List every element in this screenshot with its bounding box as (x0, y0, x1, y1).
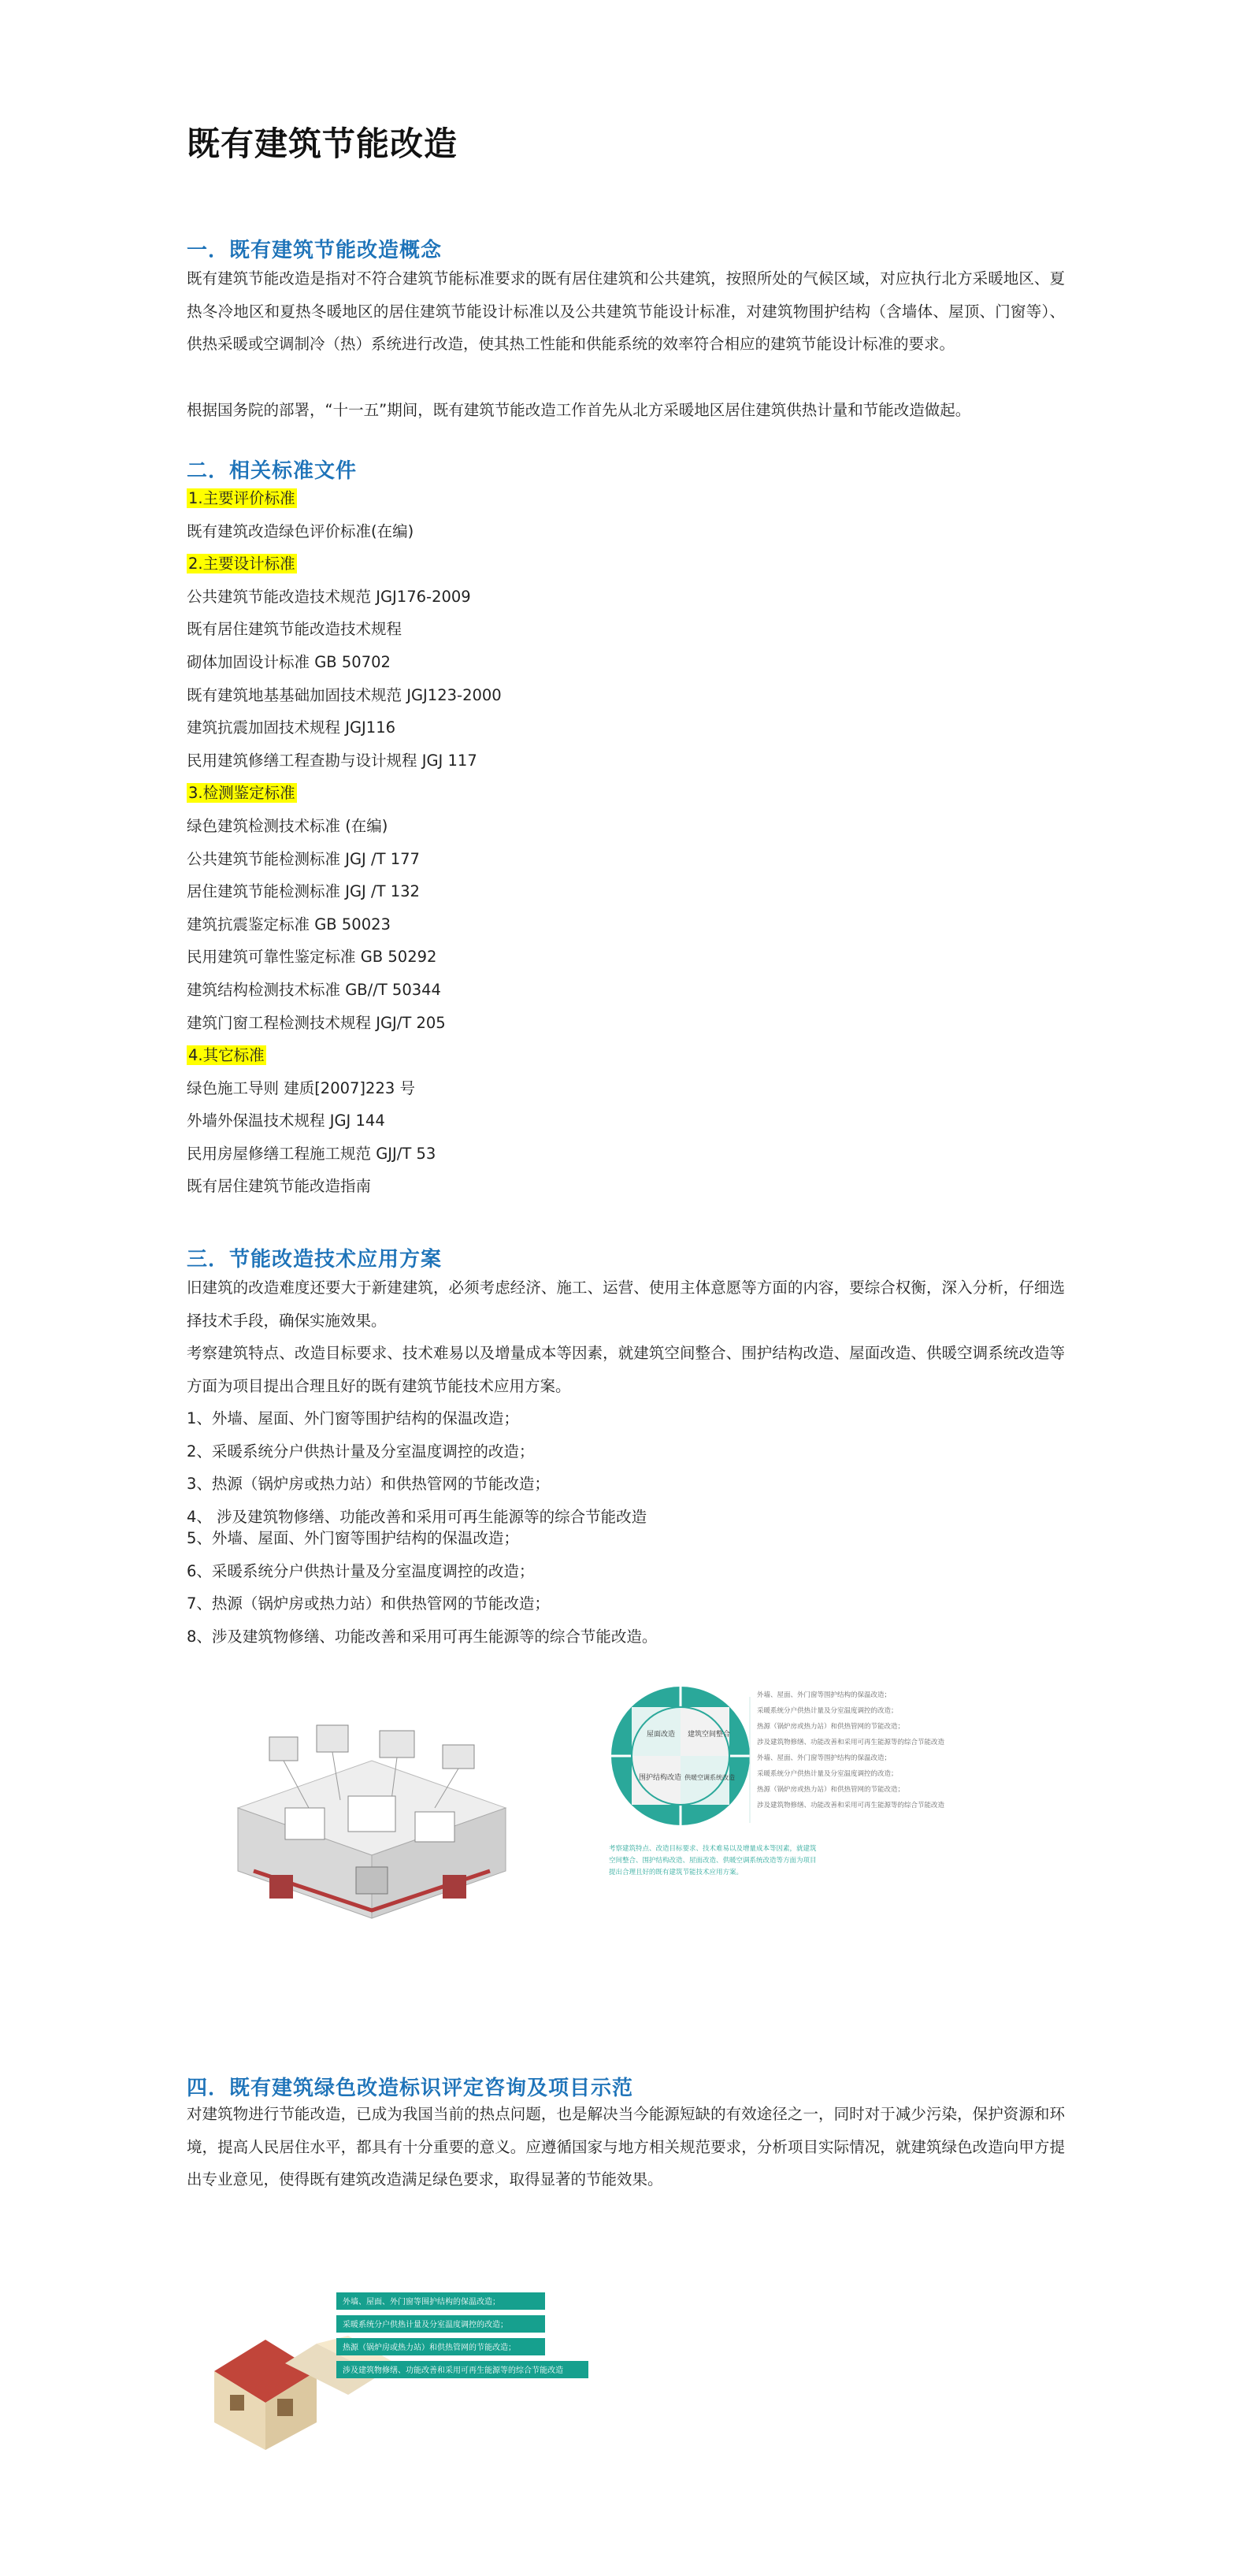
ring-right-line: 外墙、屋面、外门窗等围护结构的保温改造； (757, 1754, 892, 1762)
retrofit-ring-diagram (606, 1681, 968, 1886)
standards-item: 砌体加固设计标准 GB 50702 (187, 652, 391, 671)
standards-group-label: 2.主要设计标准 (188, 555, 295, 573)
section-4-heading: 四．既有建筑绿色改造标识评定咨询及项目示范 (187, 2077, 634, 2100)
retrofit-list-a (187, 1402, 647, 1533)
building-system-illustration (222, 1713, 521, 1926)
standards-list (187, 482, 502, 1203)
standards-group-label: 3.检测鉴定标准 (188, 784, 295, 803)
list-item: 6、采暖系统分户供热计量及分室温度调控的改造； (187, 1561, 535, 1580)
standards-item: 既有建筑地基基础加固技术规范 JGJ123-2000 (187, 685, 502, 704)
standards-item: 既有居住建筑节能改造技术规程 (187, 620, 402, 639)
standards-item: 绿色建筑检测技术标准 (在编) (187, 816, 388, 835)
house-bar-label: 外墙、屋面、外门窗等围护结构的保温改造； (343, 2298, 500, 2307)
section-1-heading: 一．既有建筑节能改造概念 (187, 239, 443, 262)
standards-group-label: 1.主要评价标准 (188, 489, 295, 507)
ring-right-line: 外墙、屋面、外门窗等围护结构的保温改造； (757, 1691, 892, 1699)
standards-item: 既有建筑改造绿色评价标准(在编) (187, 522, 414, 540)
section-2-heading: 二．相关标准文件 (187, 459, 358, 483)
standards-group-label: 4.其它标准 (188, 1046, 265, 1065)
section-1-paragraph-1: 既有建筑节能改造是指对不符合建筑节能标准要求的既有居住建筑和公共建筑，按照所处的气候区域，对应执行北方采暖地区、夏热冬冷地区和夏热冬暖地区的居住建筑节能设计标准以及公共建筑节能设计标准，对建筑物围护结构（含墙体、屋顶、门窗等）、供热采暖或空调制冷（热）系统进行改造，使其热工性能和供能系统的效率符合相应的建筑节能设计标准的要求。 (187, 269, 1065, 354)
ring-caption-line: 考察建筑特点、改造目标要求、技术难易以及增量成本等因素，就建筑 (609, 1845, 817, 1853)
section-3-paragraph-2: 考察建筑特点、改造目标要求、技术难易以及增量成本等因素，就建筑空间整合、围护结构改造、屋面改造、供暖空调系统改造等方面为项目提出合理且好的既有建筑节能技术应用方案。 (187, 1344, 1065, 1395)
ring-segment-label: 供暖空调系统改造 (684, 1774, 735, 1781)
standards-item: 民用建筑可靠性鉴定标准 GB 50292 (187, 948, 437, 967)
standards-item: 民用房屋修缮工程施工规范 GJJ/T 53 (187, 1144, 436, 1163)
ring-segment-label: 屋面改造 (647, 1731, 676, 1739)
ring-right-line: 采暖系统分户供热计量及分室温度调控的改造； (757, 1707, 898, 1715)
section-1-paragraph-2: 根据国务院的部署，“十一五”期间，既有建筑节能改造工作首先从北方采暖地区居住建筑供热计量和节能改造做起。 (187, 401, 971, 419)
list-item: 4、 涉及建筑物修缮、功能改善和采用可再生能源等的综合节能改造 (187, 1507, 647, 1526)
standards-item: 建筑抗震加固技术规程 JGJ116 (187, 718, 396, 737)
house-bar-label: 采暖系统分户供热计量及分室温度调控的改造； (343, 2321, 508, 2329)
ring-caption-line: 空间整合、围护结构改造、屋面改造、供暖空调系统改造等方面为项目 (609, 1857, 817, 1865)
list-item: 1、外墙、屋面、外门窗等围护结构的保温改造； (187, 1409, 519, 1427)
standards-item: 建筑门窗工程检测技术规程 JGJ/T 205 (187, 1013, 446, 1032)
standards-item: 绿色施工导则 建质[2007]223 号 (187, 1078, 415, 1097)
section-4-paragraph: 对建筑物进行节能改造，已成为我国当前的热点问题，也是解决当今能源短缺的有效途径之一，同时对于减少污染，保护资源和环境，提高人民居住水平，都具有十分重要的意义。应遵循国家与地方相关规范要求，分析项目实际情况，就建筑绿色改造向甲方提出专业意见，使得既有建筑改造满足绿色要求，取得显著的节能效果。 (187, 2105, 1065, 2189)
ring-caption-line: 提出合理且好的既有建筑节能技术应用方案。 (609, 1869, 744, 1876)
house-bar-label: 热源（锅炉房或热力站）和供热管网的节能改造； (343, 2344, 516, 2352)
house-retrofit-illustration (198, 2288, 616, 2454)
page-title: 既有建筑节能改造 (187, 124, 458, 163)
house-bar-label: 涉及建筑物修缮、功能改善和采用可再生能源等的综合节能改造 (343, 2366, 563, 2375)
standards-item: 既有居住建筑节能改造指南 (187, 1177, 372, 1196)
ring-right-line: 热源（锅炉房或热力站）和供热管网的节能改造； (757, 1786, 905, 1794)
standards-item: 外墙外保温技术规程 JGJ 144 (187, 1112, 385, 1130)
ring-right-line: 采暖系统分户供热计量及分室温度调控的改造； (757, 1770, 898, 1778)
list-item: 5、外墙、屋面、外门窗等围护结构的保温改造； (187, 1529, 519, 1547)
ring-segment-label: 建筑空间整合 (688, 1731, 731, 1739)
standards-item: 居住建筑节能检测标准 JGJ /T 132 (187, 882, 420, 901)
standards-item: 公共建筑节能检测标准 JGJ /T 177 (187, 849, 420, 868)
ring-right-line: 热源（锅炉房或热力站）和供热管网的节能改造； (757, 1723, 905, 1731)
list-item: 2、采暖系统分户供热计量及分室温度调控的改造； (187, 1442, 535, 1461)
section-3-paragraph-1: 旧建筑的改造难度还要大于新建建筑，必须考虑经济、施工、运营、使用主体意愿等方面的内容，要综合权衡，深入分析，仔细选择技术手段，确保实施效果。 (187, 1279, 1065, 1330)
list-item: 8、涉及建筑物修缮、功能改善和采用可再生能源等的综合节能改造。 (187, 1627, 658, 1646)
standards-item: 公共建筑节能改造技术规范 JGJ176-2009 (187, 587, 471, 606)
list-item: 3、热源（锅炉房或热力站）和供热管网的节能改造； (187, 1475, 550, 1494)
list-item: 7、热源（锅炉房或热力站）和供热管网的节能改造； (187, 1594, 550, 1613)
ring-right-line: 涉及建筑物修缮、功能改善和采用可再生能源等的综合节能改造 (757, 1802, 945, 1810)
retrofit-list-b (187, 1522, 657, 1653)
ring-right-line: 涉及建筑物修缮、功能改善和采用可再生能源等的综合节能改造 (757, 1739, 945, 1746)
standards-item: 民用建筑修缮工程查勘与设计规程 JGJ 117 (187, 751, 477, 770)
standards-item: 建筑抗震鉴定标准 GB 50023 (187, 915, 391, 934)
ring-segment-label: 围护结构改造 (639, 1774, 682, 1782)
section-3-heading: 三．节能改造技术应用方案 (187, 1248, 443, 1271)
standards-item: 建筑结构检测技术标准 GB//T 50344 (187, 980, 441, 999)
